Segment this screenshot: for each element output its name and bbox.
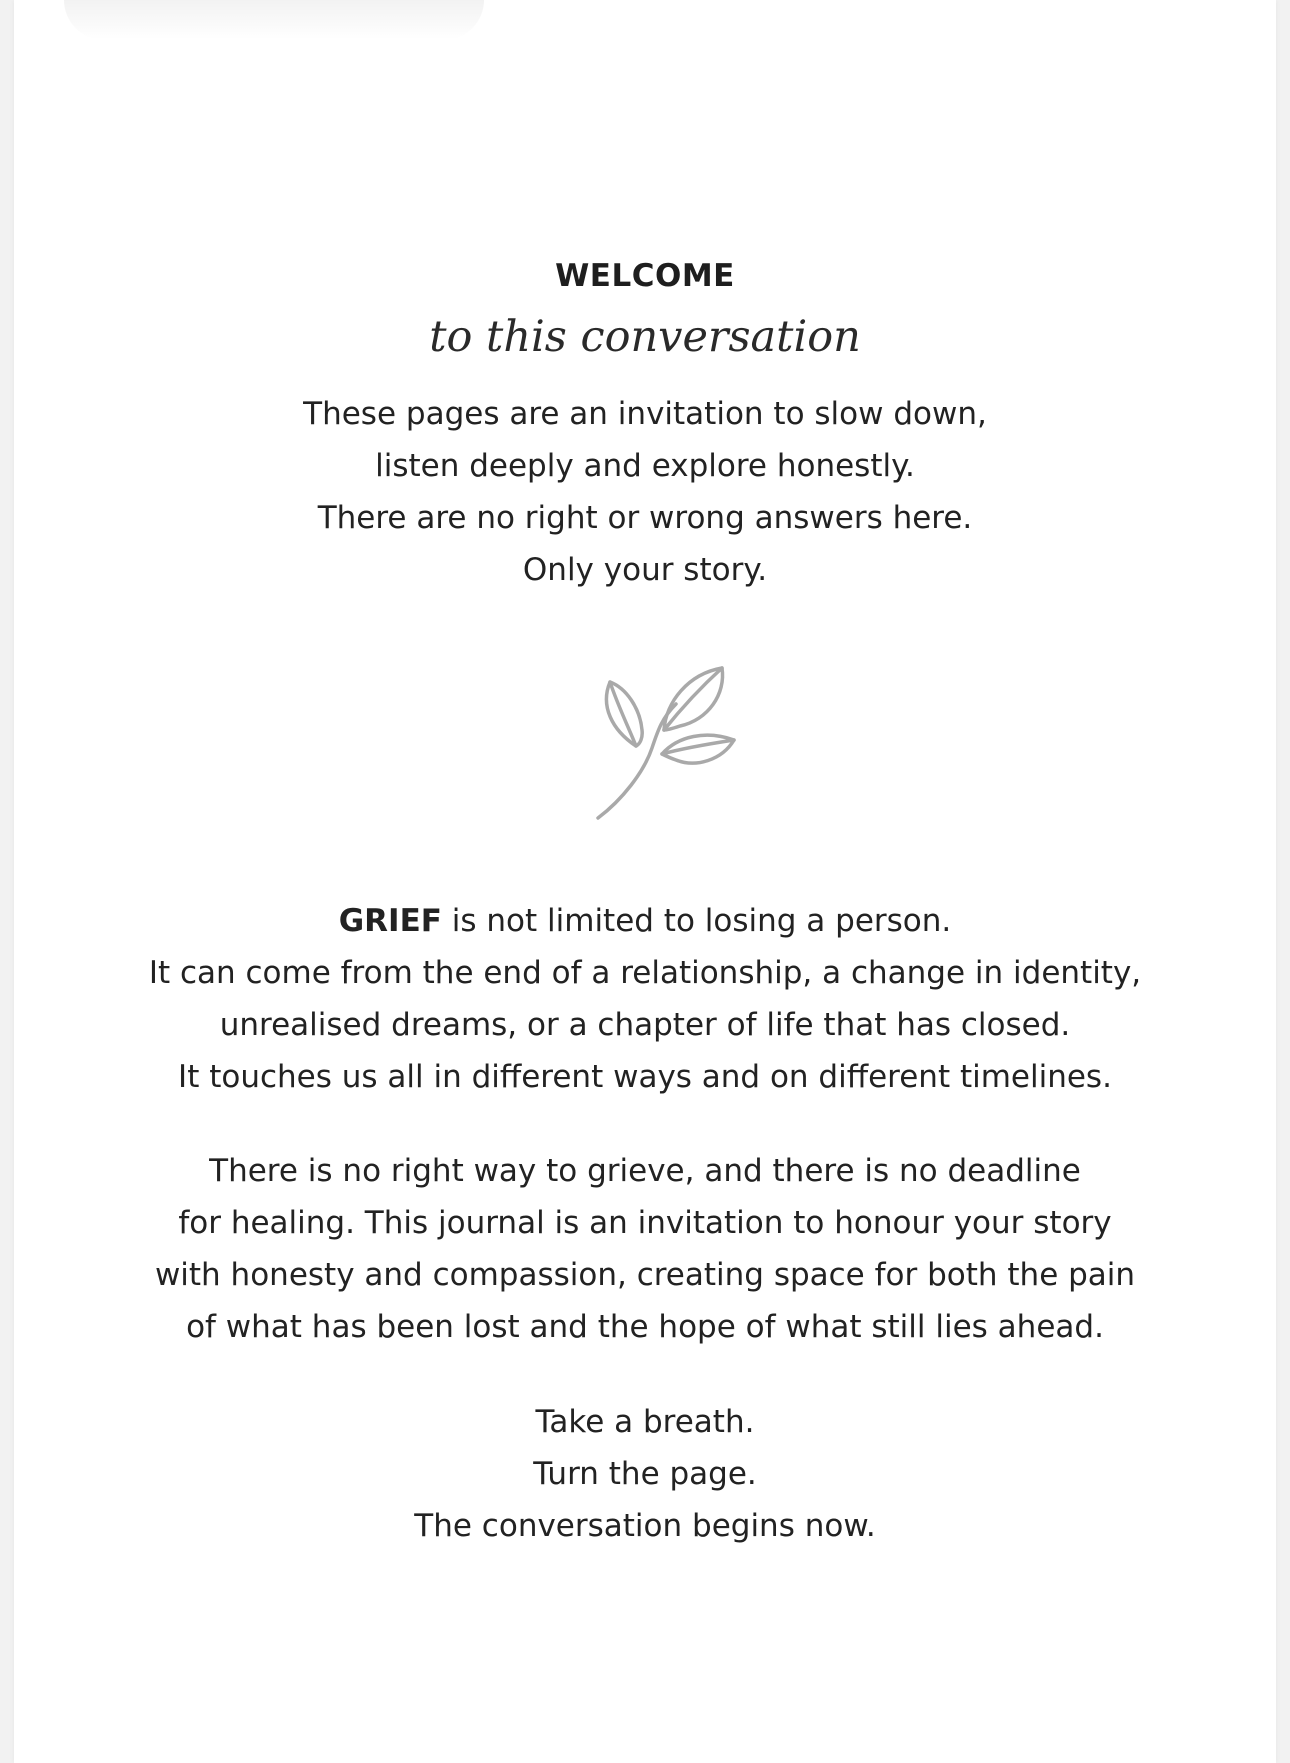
closing-paragraph xyxy=(0,1396,1290,1552)
grief-keyword: GRIEF xyxy=(338,903,442,939)
healing-line: for healing. This journal is an invitation to honour your story xyxy=(178,1205,1112,1241)
healing-line: with honesty and compassion, creating space for both the pain xyxy=(154,1257,1136,1293)
grief-paragraph xyxy=(0,895,1290,1103)
healing-paragraph xyxy=(0,1145,1290,1353)
grief-line: It touches us all in different ways and on different timelines. xyxy=(178,1059,1112,1095)
page-subtitle: to this conversation xyxy=(429,312,861,362)
healing-line: of what has been lost and the hope of what still lies ahead. xyxy=(186,1309,1104,1345)
grief-first-line xyxy=(0,895,1290,947)
intro-line: These pages are an invitation to slow down, xyxy=(303,396,987,432)
leaf-sprig-icon xyxy=(592,660,742,822)
grief-first-line-text: is not limited to losing a person. xyxy=(441,903,952,939)
grief-line: unrealised dreams, or a chapter of life that has closed. xyxy=(219,1007,1071,1043)
intro-line: There are no right or wrong answers here. xyxy=(317,500,973,536)
closing-line: Take a breath. xyxy=(535,1404,755,1440)
intro-paragraph xyxy=(0,388,1290,596)
closing-line: Turn the page. xyxy=(533,1456,757,1492)
grief-line: It can come from the end of a relationship, a change in identity, xyxy=(148,955,1142,991)
closing-line: The conversation begins now. xyxy=(414,1508,876,1544)
page-edge-shadow xyxy=(64,0,484,40)
healing-line: There is no right way to grieve, and there is no deadline xyxy=(209,1153,1081,1189)
intro-line: listen deeply and explore honestly. xyxy=(375,448,915,484)
page-title: WELCOME xyxy=(555,258,735,294)
intro-line: Only your story. xyxy=(522,552,768,588)
